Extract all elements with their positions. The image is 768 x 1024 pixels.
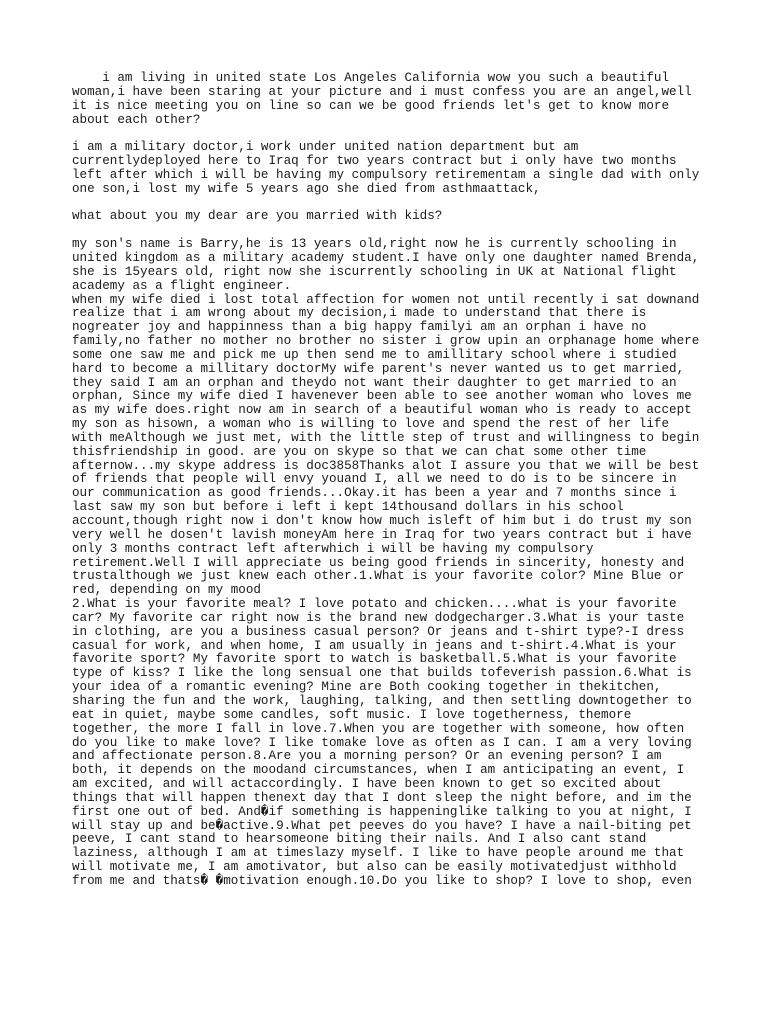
- text-line: very well he dosen't lavish moneyAm here in Iraq for two years contract but i have: [72, 527, 692, 542]
- text-line: sharing the fun and the work, laughing, talking, and then settling downtogether to: [72, 693, 692, 708]
- text-line: thisfriendship in good. are you on skype so that we can chat some other time: [72, 444, 647, 459]
- text-line: from me and thats� �motivation enough.10.Do you like to shop? I love to shop, even: [72, 873, 692, 888]
- text-line: red, depending on my mood: [72, 583, 261, 598]
- text-line: laziness, although I am at timeslazy myself. I like to have people around me that: [72, 846, 685, 861]
- paragraph-gap: [72, 127, 712, 141]
- text-line: one son,i lost my wife 5 years ago she died from asthmaattack,: [72, 181, 541, 196]
- text-line: as my wife does.right now am in search of a beautiful woman who is ready to accept: [72, 403, 692, 418]
- paragraph-gap: [72, 224, 712, 238]
- document-body: [72, 72, 712, 889]
- paragraph-gap: [72, 197, 712, 211]
- text-line: things that will happen thenext day that I dont sleep the night before, and im the: [72, 790, 692, 805]
- text-line: it is nice meeting you on line so can we be good friends let's get to know more: [72, 98, 670, 113]
- text-line: what about you my dear are you married with kids?: [72, 209, 443, 224]
- text-line: am excited, and will actaccordingly. I have been known to get so excited about: [72, 777, 662, 792]
- paragraph: [72, 210, 712, 224]
- text-line: with meAlthough we just met, with the little step of trust and willingness to begin: [72, 430, 700, 445]
- text-line: afternow...my skype address is doc3858Thanks alot I assure you that we will be best: [72, 458, 700, 473]
- text-line: first one out of bed. And�if something is happeninglike talking to you at night, I: [72, 804, 692, 819]
- text-line: account,though right now i don't know how much isleft of him but i do trust my son: [72, 514, 692, 528]
- text-line: retirement.Well I will appreciate us being good friends in sincerity, honesty and: [72, 555, 685, 570]
- text-line: car? My favorite car right now is the brand new dodgecharger.3.What is your taste: [72, 610, 685, 625]
- text-line: favorite sport? My favorite sport to watch is basketball.5.What is your favorite: [72, 652, 677, 667]
- text-line: united kingdom as a military academy student.I have only one daughter named Brenda,: [72, 250, 700, 265]
- text-line: realize that i am wrong about my decision,i made to understand that there is: [72, 306, 647, 321]
- text-line: only 3 months contract left afterwhich i will be having my compulsory: [72, 541, 594, 556]
- text-line: last saw my son but before i left i kept 14thousand dollars in his school: [72, 500, 624, 515]
- text-line: i am living in united state Los Angeles California wow you such a beautiful: [72, 71, 670, 85]
- text-line: currentlydeployed here to Iraq for two years contract but i only have two months: [72, 154, 677, 169]
- paragraph: [72, 72, 712, 127]
- text-line: together, the more I fall in love.7.When you are together with someone, how often: [72, 721, 685, 736]
- text-line: in clothing, are you a business casual person? Or jeans and t-shirt type?-I dress: [72, 624, 685, 639]
- text-line: nogreater joy and happinness than a big happy familyi am an orphan i have no: [72, 320, 647, 335]
- text-line: of friends that people will envy youand I, all we need to do is to be sincere in: [72, 472, 677, 487]
- text-line: 2.What is your favorite meal? I love potato and chicken....what is your favorite: [72, 597, 677, 612]
- text-line: both, it depends on the moodand circumstances, when I am anticipating an event, I: [72, 763, 685, 778]
- text-line: left after which i will be having my compulsory retirementam a single dad with only: [72, 167, 700, 182]
- text-line: casual for work, and when home, I am usually in jeans and t-shirt.4.What is your: [72, 638, 677, 653]
- text-line: peeve, I cant stand to hearsomeone biting their nails. And I also cant stand: [72, 832, 647, 847]
- text-line: academy as a flight engineer.: [72, 278, 292, 293]
- text-line: my son's name is Barry,he is 13 years old,right now he is currently schooling in: [72, 237, 677, 252]
- text-line: your idea of a romantic evening? Mine are Both cooking together in thekitchen,: [72, 680, 662, 695]
- paragraph: [72, 141, 712, 196]
- text-line: some one saw me and pick me up then send me to amillitary school where i studied: [72, 347, 677, 362]
- paragraph: [72, 238, 712, 889]
- text-line: family,no father no mother no brother no sister i grow upin an orphanage home where: [72, 334, 700, 349]
- text-line: will motivate me, I am amotivator, but also can be easily motivatedjust withhold: [72, 860, 677, 875]
- text-line: i am a military doctor,i work under united nation department but am: [72, 140, 579, 155]
- text-line: our communication as good friends...Okay.it has been a year and 7 months since i: [72, 486, 677, 501]
- text-line: she is 15years old, right now she iscurrently schooling in UK at National flight: [72, 264, 677, 279]
- text-line: woman,i have been staring at your picture and i must confess you are an angel,well: [72, 84, 692, 99]
- text-line: and affectionate person.8.Are you a morning person? Or an evening person? I am: [72, 749, 662, 764]
- text-line: my son as hisown, a woman who is willing to love and spend the rest of her life: [72, 417, 670, 432]
- text-line: they said I am an orphan and theydo not want their daughter to get married to an: [72, 375, 677, 390]
- text-line: hard to become a millitary doctorMy wife parent's never wanted us to get married,: [72, 361, 685, 376]
- text-line: do you like to make love? I like tomake love as often as I can. I am a very loving: [72, 735, 692, 750]
- text-line: about each other?: [72, 112, 201, 127]
- text-line: eat in quiet, maybe some candles, soft music. I love togetherness, themore: [72, 707, 632, 722]
- text-line: trustalthough we just knew each other.1.What is your favorite color? Mine Blue or: [72, 569, 685, 584]
- text-line: orphan, Since my wife died I havenever been able to see another woman who loves me: [72, 389, 692, 404]
- text-line: when my wife died i lost total affection for women not until recently i sat downand: [72, 292, 700, 307]
- text-line: will stay up and be�active.9.What pet peeves do you have? I have a nail-biting pet: [72, 818, 692, 833]
- text-line: type of kiss? I like the long sensual one that builds tofeverish passion.6.What is: [72, 666, 692, 681]
